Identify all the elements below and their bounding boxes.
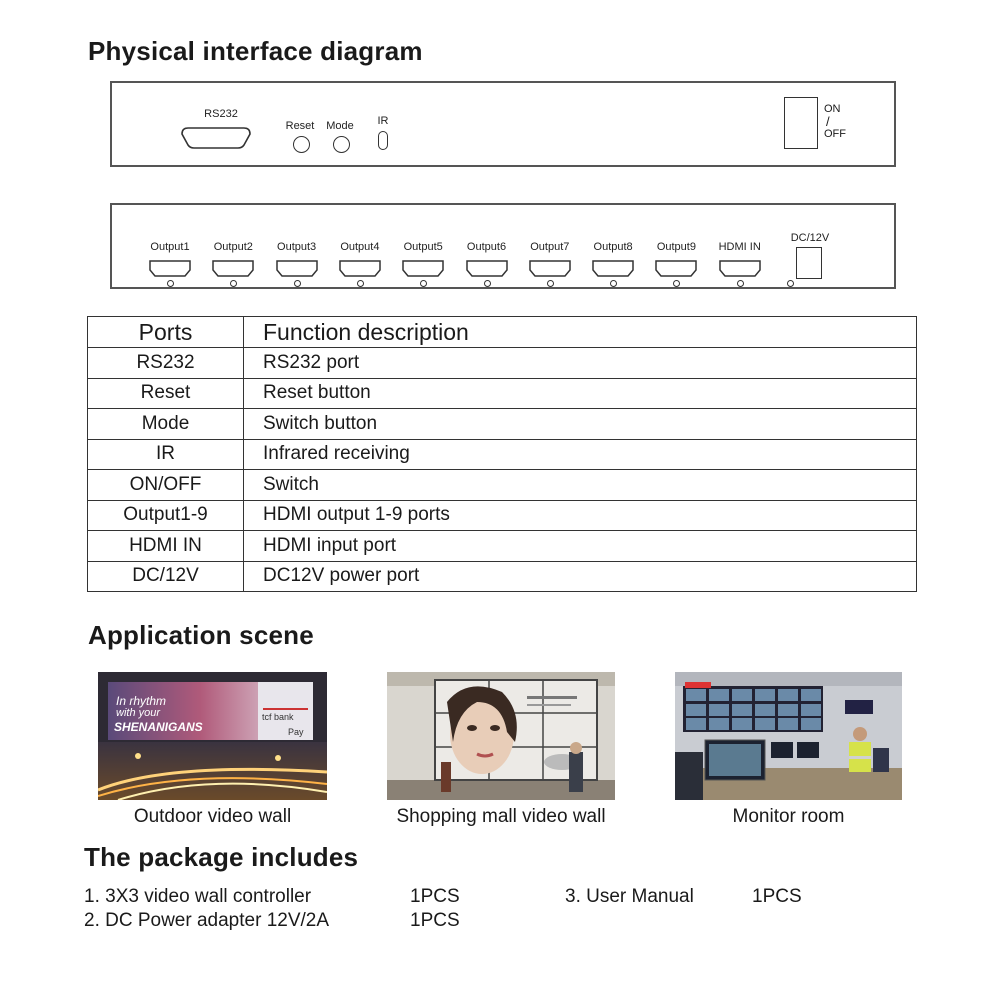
package-item-1: 1. 3X3 video wall controller xyxy=(84,886,312,907)
table-row xyxy=(88,470,917,501)
header-function: Function description xyxy=(244,317,917,348)
port-name-cell: ON/OFF xyxy=(88,470,244,501)
function-cell: Switch xyxy=(244,470,917,501)
hdmi-port-icon xyxy=(149,260,191,278)
mode-label: Mode xyxy=(326,120,354,132)
table-row xyxy=(88,561,917,592)
package-item-2: 2. DC Power adapter 12V/2A xyxy=(84,910,330,931)
port-led xyxy=(547,280,554,287)
rear-port-label: Output7 xyxy=(530,241,570,253)
rear-panel xyxy=(110,203,896,289)
port-led xyxy=(420,280,427,287)
function-cell: DC12V power port xyxy=(244,561,917,592)
ports-table xyxy=(87,316,917,592)
function-cell: Switch button xyxy=(244,409,917,440)
rear-port-label: Output2 xyxy=(213,241,253,253)
rear-port-label: Output1 xyxy=(150,241,190,253)
sign-brand-1: tcf bank xyxy=(262,712,294,722)
header-ports: Ports xyxy=(88,317,244,348)
caption-monitor-room: Monitor room xyxy=(732,806,845,827)
port-name-cell: Output1-9 xyxy=(88,500,244,531)
rear-port-label: Output5 xyxy=(403,241,443,253)
hdmi-port-icon xyxy=(339,260,381,278)
hdmi-port-icon xyxy=(529,260,571,278)
rs232-label: RS232 xyxy=(204,108,238,120)
port-led xyxy=(167,280,174,287)
hdmi-port-icon xyxy=(212,260,254,278)
shopping-mall-video-wall-image xyxy=(387,672,615,800)
hdmi-port-icon xyxy=(466,260,508,278)
rear-port-label: HDMI IN xyxy=(718,241,761,253)
power-led xyxy=(787,280,794,287)
on-label: ON xyxy=(824,103,841,115)
function-cell: HDMI input port xyxy=(244,531,917,562)
function-cell: Infrared receiving xyxy=(244,439,917,470)
rear-port-label: Output8 xyxy=(593,241,633,253)
function-cell: HDMI output 1-9 ports xyxy=(244,500,917,531)
reset-button xyxy=(293,136,310,153)
package-qty-3: 1PCS xyxy=(752,886,802,907)
rear-port-label: Output3 xyxy=(277,241,317,253)
port-name-cell: DC/12V xyxy=(88,561,244,592)
port-led xyxy=(737,280,744,287)
port-led xyxy=(357,280,364,287)
table-row xyxy=(88,500,917,531)
sign-text-1: In rhythm xyxy=(116,694,167,708)
package-qty-1: 1PCS xyxy=(410,886,460,907)
hdmi-port-icon xyxy=(719,260,761,278)
caption-outdoor: Outdoor video wall xyxy=(133,806,292,827)
port-name-cell: Reset xyxy=(88,378,244,409)
table-row xyxy=(88,348,917,379)
port-led xyxy=(230,280,237,287)
hdmi-port-icon xyxy=(592,260,634,278)
port-name-cell: HDMI IN xyxy=(88,531,244,562)
rs232-port-icon xyxy=(180,125,252,151)
package-heading: The package includes xyxy=(84,842,359,872)
rear-port-label: Output6 xyxy=(466,241,507,253)
monitor-room-image xyxy=(675,672,902,800)
power-switch xyxy=(784,97,818,149)
table-row xyxy=(88,378,917,409)
dc-label: DC/12V xyxy=(790,232,830,244)
front-panel xyxy=(110,81,896,167)
dc-power-jack xyxy=(796,247,822,279)
table-header-row xyxy=(88,317,917,348)
caption-mall: Shopping mall video wall xyxy=(396,806,606,827)
rear-port-label: Output9 xyxy=(656,241,696,253)
sign-text-2: with your xyxy=(116,707,161,719)
port-name-cell: Mode xyxy=(88,409,244,440)
package-qty-2: 1PCS xyxy=(410,910,460,931)
port-led xyxy=(484,280,491,287)
physical-interface-heading: Physical interface diagram xyxy=(88,36,423,66)
table-row xyxy=(88,409,917,440)
port-led xyxy=(673,280,680,287)
port-led xyxy=(610,280,617,287)
off-label: OFF xyxy=(824,128,846,140)
sign-text-3: SHENANIGANS xyxy=(114,720,203,734)
function-cell: RS232 port xyxy=(244,348,917,379)
ir-label: IR xyxy=(377,115,389,127)
mode-button xyxy=(333,136,350,153)
outdoor-video-wall-image xyxy=(98,672,327,800)
hdmi-port-icon xyxy=(276,260,318,278)
ir-receiver xyxy=(378,131,388,150)
table-row xyxy=(88,439,917,470)
sign-brand-2: Pay xyxy=(288,727,304,737)
table-row xyxy=(88,531,917,562)
application-scene-heading: Application scene xyxy=(88,620,314,650)
package-item-3: 3. User Manual xyxy=(565,886,694,907)
reset-label: Reset xyxy=(285,120,315,132)
port-led xyxy=(294,280,301,287)
rear-port-label: Output4 xyxy=(340,241,380,253)
port-name-cell: RS232 xyxy=(88,348,244,379)
function-cell: Reset button xyxy=(244,378,917,409)
port-name-cell: IR xyxy=(88,439,244,470)
slash-label: / xyxy=(826,114,830,129)
hdmi-port-icon xyxy=(655,260,697,278)
hdmi-port-icon xyxy=(402,260,444,278)
